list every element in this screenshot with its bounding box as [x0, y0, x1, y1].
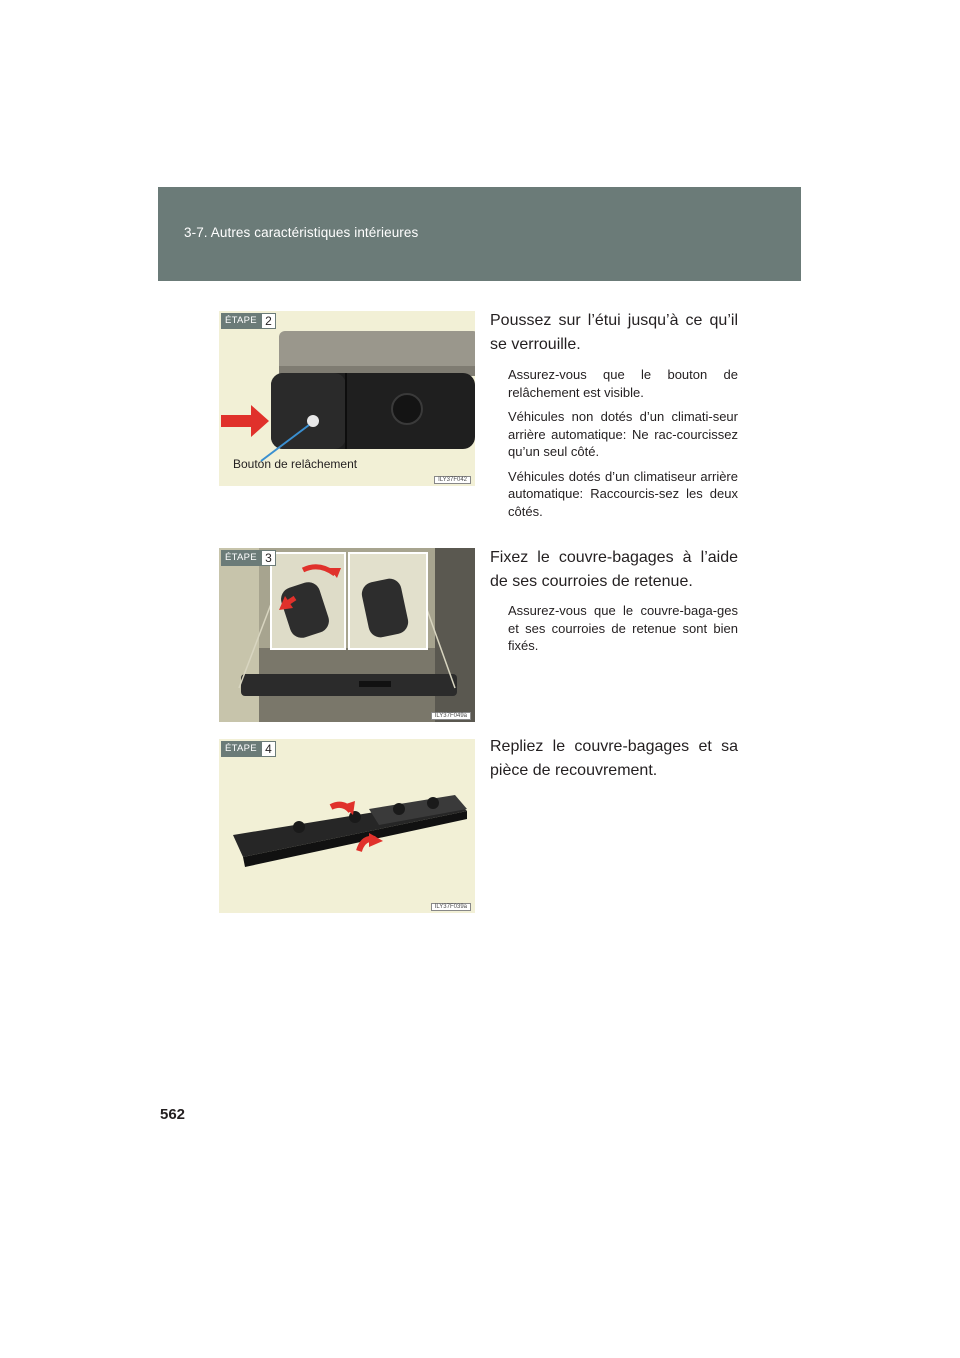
section-header — [158, 187, 801, 281]
step-3-figure — [219, 548, 475, 722]
cargo-area-straps-illustration — [219, 548, 475, 722]
step-badge: ÉTAPE 3 — [221, 550, 276, 566]
figure-code: ILY37F049a — [431, 712, 471, 720]
step-3-title: Fixez le couvre-bagages à l’aide de ses courroies de retenue. — [490, 549, 738, 590]
step-2-notes — [508, 366, 738, 527]
note: Assurez-vous que le couvre-baga-ges et ses courroies de retenue sont bien fixés. — [508, 603, 738, 653]
step-4-figure — [219, 739, 475, 913]
note: Assurez-vous que le bouton de relâchement est visible. — [508, 367, 738, 400]
step-badge: ÉTAPE 2 — [221, 313, 276, 329]
step-badge: ÉTAPE 4 — [221, 741, 276, 757]
note: Véhicules non dotés d’un climati-seur arrière automatique: Ne rac-courcissez qu’un seul côté. — [508, 409, 738, 459]
note: Véhicules dotés d’un climatiseur arrière automatique: Raccourcis-sez les deux côtés. — [508, 468, 738, 519]
figure-code: ILY37F039a — [431, 903, 471, 911]
step-2-figure — [219, 311, 475, 486]
folded-cargo-cover-illustration — [219, 739, 475, 913]
release-button-callout: Bouton de relâchement — [233, 457, 358, 471]
section-title: 3-7. Autres caractéristiques intérieures — [184, 225, 419, 240]
page-number: 562 — [160, 1106, 186, 1123]
step-3-notes — [508, 602, 738, 662]
step-2-title: Poussez sur l’étui jusqu’à ce qu’il se verrouille. — [490, 312, 738, 353]
figure-code: ILY37F042 — [434, 476, 471, 484]
step-4-title: Repliez le couvre-bagages et sa pièce de recouvrement. — [490, 738, 738, 779]
